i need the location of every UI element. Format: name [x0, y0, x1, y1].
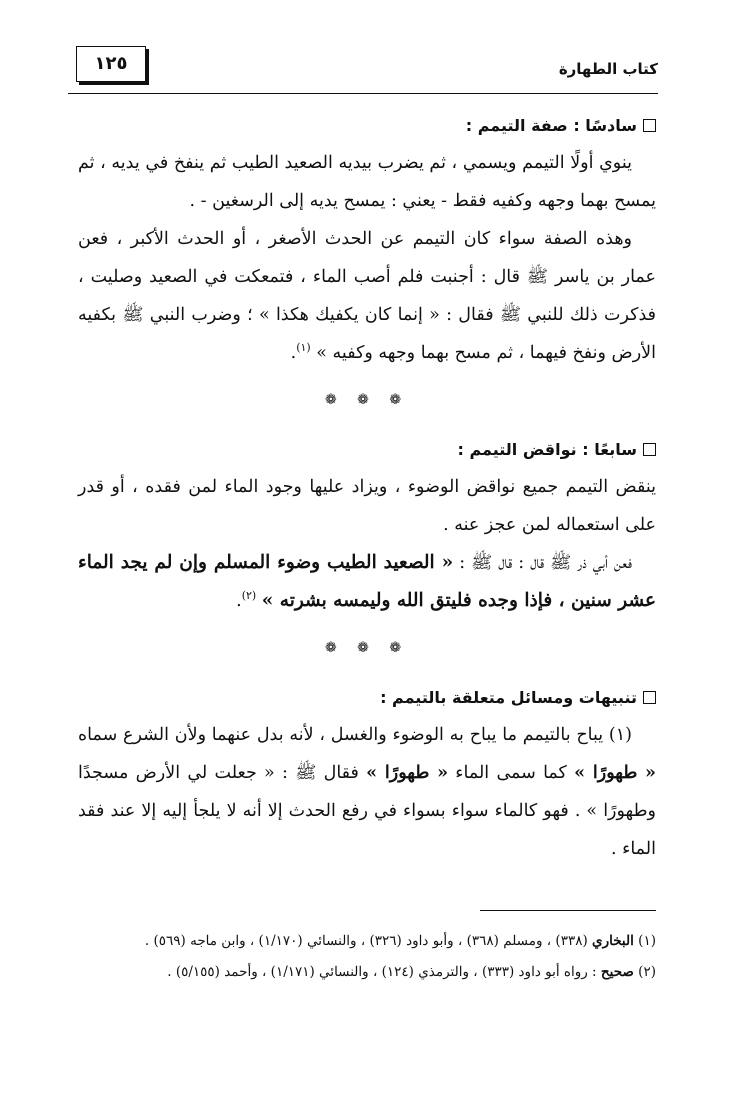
section-heading-text: تنبيهات ومسائل متعلقة بالتيمم :	[380, 688, 637, 707]
page-header	[68, 44, 658, 94]
paragraph-text: وهذه الصفة سواء كان التيمم عن الحدث الأصغر ، أو الحدث الأكبر ، فعن عمار بن ياسر ﷺ قال : أجنبت فلم أصب الماء ، فتمعكت في الصعيد وصليت ، فذكرت ذلك للنبي ﷺ فقال :	[78, 229, 656, 325]
footnote-number: (٢)	[638, 964, 656, 980]
book-title: كتاب الطهارة	[558, 60, 658, 78]
paragraph-hadith-abu-dharr	[78, 544, 656, 620]
paragraph-note-1	[78, 716, 656, 868]
bold-term: « طهورًا »	[574, 763, 656, 783]
footnote-1	[78, 926, 656, 957]
square-bullet-icon	[643, 443, 656, 456]
section-divider-ornament: ❁ ❁ ❁	[324, 392, 410, 408]
paragraph-text: فقال ﷺ : « جعلت لي الأرض مسجدًا وطهورًا » . فهو كالماء سواء بسواء في رفع الحدث إلا أنه لا يلجأ إليه إلا عند فقد الماء .	[78, 763, 656, 859]
footnote-ref: (١)	[296, 341, 311, 355]
paragraph-text: كما سمى الماء	[448, 763, 575, 783]
section-heading-notes	[78, 682, 656, 714]
footnote-ref: (٢)	[241, 589, 257, 603]
hadith-quote: « الصعيد الطيب وضوء المسلم وإن لم يجد الماء عشر سنين ، فإذا وجده فليتق الله وليمسه بشرته »	[78, 552, 656, 611]
footnote-source: البخاري	[592, 933, 634, 949]
footnote-text: : رواه أبو داود (٣٣٣) ، والترمذي (١٢٤) ، والنسائي (١/١٧١) ، وأحمد (٥/١٥٥) .	[167, 964, 601, 980]
paragraph: ينوي أولًا التيمم ويسمي ، ثم يضرب بيديه الصعيد الطيب ثم ينفخ في يديه ، ثم يمسح بهما وجهه وكفيه فقط - يعني : يمسح يديه إلى الرسغين - .	[78, 153, 656, 211]
footnote-separator	[480, 910, 656, 911]
square-bullet-icon	[643, 691, 656, 704]
footnote-number: (١)	[638, 933, 656, 949]
header-rule	[68, 93, 658, 94]
footnotes	[78, 926, 656, 988]
hadith-quote: « إنما كان يكفيك هكذا »	[258, 305, 440, 325]
paragraph-text: .	[236, 591, 242, 611]
bold-term: « طهورًا »	[366, 763, 449, 783]
section-heading-text: سابعًا : نواقض التيمم :	[457, 440, 637, 459]
square-bullet-icon	[643, 119, 656, 132]
footnote-text: (٣٣٨) ، ومسلم (٣٦٨) ، وأبو داود (٣٢٦) ، والنسائي (١/١٧٠) ، وابن ماجه (٥٦٩) .	[144, 933, 593, 949]
section-heading-tayammum-description	[78, 110, 656, 142]
page-number: ١٢٥	[76, 46, 146, 82]
page-content	[78, 104, 656, 868]
paragraph: ينقض التيمم جميع نواقض الوضوء ، ويزاد عليها وجود الماء لمن فقده ، أو قدر على استعماله لمن عجز عنه .	[78, 477, 656, 535]
section-divider-ornament: ❁ ❁ ❁	[324, 640, 410, 656]
paragraph-text: ؛ وضرب النبي ﷺ بكفيه الأرض ونفخ فيهما ، ثم مسح بهما وجهه وكفيه »	[78, 305, 656, 363]
paragraph-text: فعن أبي ذر ﷺ قال : قال ﷺ :	[453, 553, 632, 573]
section-heading-nullifiers	[78, 434, 656, 466]
paragraph-text: (١) يباح بالتيمم ما يباح به الوضوء والغسل ، لأنه بدل عنهما ولأن الشرع سماه	[78, 725, 632, 745]
section-heading-text: سادسًا : صفة التيمم :	[465, 116, 637, 135]
footnote-grade: صحيح	[600, 964, 634, 980]
footnote-2	[78, 957, 656, 988]
paragraph-hadith-ammar: وهذه الصفة سواء كان التيمم عن الحدث الأصغر ، أو الحدث الأكبر ، فعن عمار بن ياسر ﷺ قال : أجنبت فلم أصب الماء ، فتمعكت في الصعيد وصليت ، فذكرت ذلك للنبي ﷺ فقال : « إنما كان يكفيك هكذا » ؛ وضرب النبي ﷺ بكفيه الأرض ونفخ فيهما ، ثم مسح بهما وجهه وكفيه » $^{(١)}$.	[78, 229, 656, 363]
